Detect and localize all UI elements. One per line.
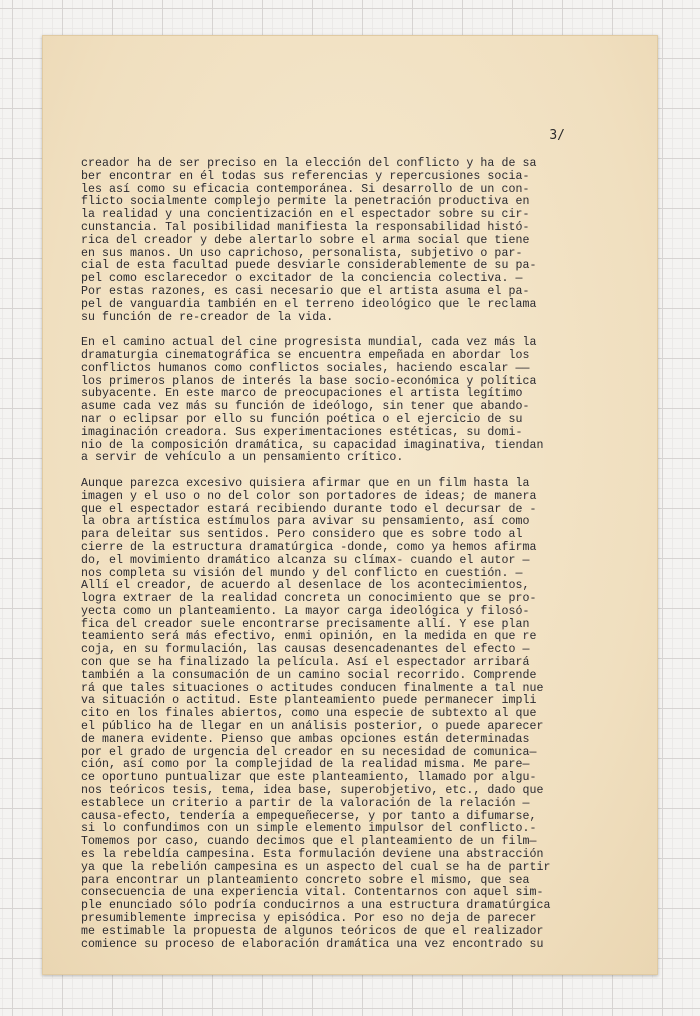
text-line: fica del creador suele encontrarse precisamente allí. Y ese plan <box>81 617 530 631</box>
text-line: Tomemos por caso, cuando decimos que el planteamiento de un film— <box>81 835 537 849</box>
text-line: va situación o actitud. Este planteamiento puede permanecer impli <box>81 694 537 708</box>
text-line: rica del creador y debe alertarlo sobre el arma social que tiene <box>81 233 530 247</box>
text-line: establece un criterio a partir de la valoración de la relación — <box>81 796 530 810</box>
text-line: conflictos humanos como conflictos sociales, haciendo escalar —— <box>81 361 530 375</box>
text-line: que el espectador estará recibiendo durante todo el decursar de - <box>81 502 537 516</box>
text-line: dramaturgia cinematográfica se encuentra empeñada en abordar los <box>81 348 530 362</box>
text-line: nar o eclipsar por ello su función poética o el ejercicio de su <box>81 412 523 426</box>
text-line: la obra artística estímulos para avivar su pensamiento, así como <box>81 515 530 529</box>
text-line: ción, así como por la complejidad de la realidad misma. Me pare— <box>81 758 530 772</box>
text-line: imaginación creadora. Sus experimentaciones estéticas, su domi- <box>81 425 523 439</box>
typewritten-page <box>42 35 658 975</box>
text-line: ple enunciado sólo podría conducirnos a una estructura dramatúrgica <box>81 899 551 913</box>
text-line: imagen y el uso o no del color son portadores de ideas; de manera <box>81 489 537 503</box>
text-line: pel como esclarecedor o excitador de la conciencia colectiva. — <box>81 272 523 286</box>
text-line: consecuencia de una experiencia vital. Contentarnos con aquel sim- <box>81 886 544 900</box>
text-line: Por estas razones, es casi necesario que el artista asuma el pa- <box>81 284 530 298</box>
text-line: a servir de vehículo a un pensamiento crítico. <box>81 451 404 465</box>
text-line: ya que la rebelión campesina es un aspecto del cual se ha de partir <box>81 860 551 874</box>
text-line: de manera evidente. Pienso que ambas opciones están determinadas <box>81 732 530 746</box>
text-line: con que se ha finalizado la película. Así el espectador arribará <box>81 656 530 670</box>
text-line: su función de re-creador de la vida. <box>81 310 334 324</box>
text-line: los primeros planos de interés la base socio-económica y política <box>81 374 537 388</box>
text-line: cunstancia. Tal posibilidad manifiesta la responsabilidad histó- <box>81 220 530 234</box>
text-line: también a la consumación de un camino social recorrido. Comprende <box>81 668 537 682</box>
text-line: por el grado de urgencia del creador en su necesidad de comunica— <box>81 745 537 759</box>
body-text <box>81 158 641 951</box>
text-line: En el camino actual del cine progresista mundial, cada vez más la <box>81 336 537 350</box>
text-line: rá que tales situaciones o actitudes conducen finalmente a tal nue <box>81 681 544 695</box>
text-line: el público ha de llegar en un análisis posterior, o puede aparecer <box>81 720 544 734</box>
text-line: nio de la composición dramática, su capacidad imaginativa, tiendan <box>81 438 544 452</box>
text-line: cito en los finales abiertos, como una especie de subtexto al que <box>81 707 537 721</box>
text-line: teamiento será más efectivo, enmi opinión, en la medida en que re <box>81 630 537 644</box>
text-line: creador ha de ser preciso en la elección del conflicto y ha de sa <box>81 157 537 170</box>
text-line: coja, en su formulación, las causas desencadenantes del efecto — <box>81 643 530 657</box>
text-line: logra extraer de la realidad concreta un conocimiento que se pro- <box>81 592 537 606</box>
text-line: me estimable la propuesta de algunos teóricos de que el realizador <box>81 924 544 938</box>
text-line: pel de vanguardia también en el terreno ideológico que le reclama <box>81 297 537 311</box>
text-line: en sus manos. Un uso caprichoso, personalista, subjetivo o par- <box>81 246 523 260</box>
text-line: Aunque parezca excesivo quisiera afirmar que en un film hasta la <box>81 476 530 490</box>
text-line: Allí el creador, de acuerdo al desenlace de los acontecimientos, <box>81 579 530 593</box>
text-line: causa-efecto, tendería a empequeñecerse, y por tanto a difumarse, <box>81 809 537 823</box>
text-line: les así como su eficacia contemporánea. Si desarrollo de un con- <box>81 182 530 196</box>
paragraph <box>81 158 641 324</box>
text-line: nos completa su visión del mundo y del conflicto en cuestión. — <box>81 566 523 580</box>
text-line: para encontrar un planteamiento concreto sobre el mismo, que sea <box>81 873 530 887</box>
text-line: cial de esta facultad puede desviarle considerablemente de su pa- <box>81 259 537 273</box>
text-line: cierre de la estructura dramatúrgica -donde, como ya hemos afirma <box>81 540 537 554</box>
page-number: 3/ <box>549 128 565 143</box>
text-line: subyacente. En este marco de preocupaciones el artista legítimo <box>81 387 523 401</box>
text-line: la realidad y una concientización en el espectador sobre su cir- <box>81 208 530 222</box>
text-line: es la rebeldía campesina. Esta formulación deviene una abstracción <box>81 848 544 862</box>
text-line: yecta como un planteamiento. La mayor carga ideológica y filosó- <box>81 604 530 618</box>
text-line: ber encontrar en él todas sus referencias y repercusiones socia- <box>81 169 530 183</box>
text-line: nos teóricos tesis, tema, idea base, superobjetivo, etc., dado que <box>81 784 544 798</box>
text-line: si lo confundimos con un simple elemento impulsor del conflicto.- <box>81 822 537 836</box>
text-line: presumiblemente imprecisa y episódica. Por eso no deja de parecer <box>81 912 537 926</box>
text-line: para deleitar sus sentidos. Pero considero que es sobre todo al <box>81 528 523 542</box>
text-line: flicto socialmente complejo permite la penetración productiva en <box>81 195 530 209</box>
paragraph <box>81 478 641 951</box>
paragraph <box>81 337 641 465</box>
text-line: comience su proceso de elaboración dramática una vez encontrado su <box>81 937 544 951</box>
text-line: do, el movimiento dramático alcanza su clímax- cuando el autor — <box>81 553 530 567</box>
text-line: ce oportuno puntualizar que este planteamiento, llamado por algu- <box>81 771 537 785</box>
text-line: asume cada vez más su función de ideólogo, sin tener que abando- <box>81 400 530 414</box>
